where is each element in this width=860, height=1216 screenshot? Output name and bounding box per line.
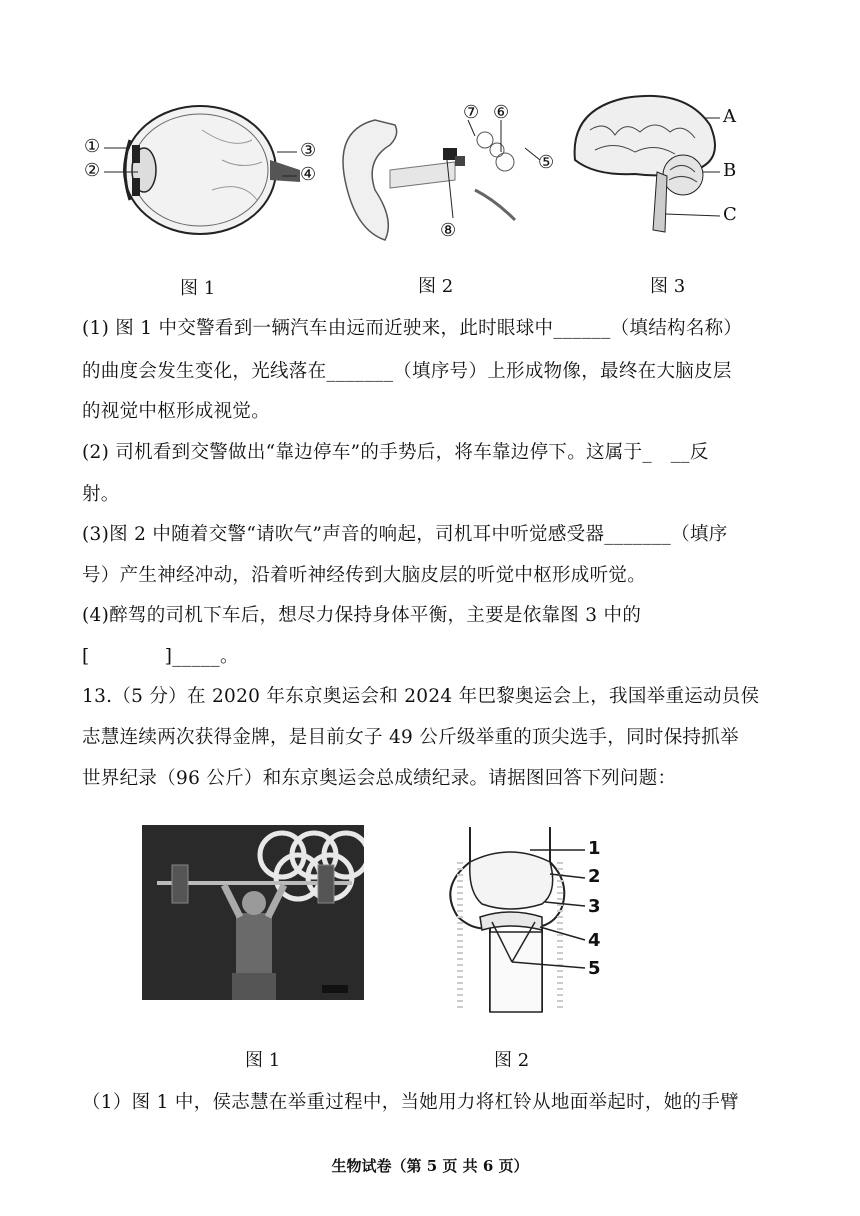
brain-marker-a: A bbox=[723, 106, 736, 127]
q12-line-9: [ ]_____。 bbox=[82, 646, 239, 667]
top-fig1-caption: 图 1 bbox=[180, 278, 216, 299]
knee-marker-1: 1 bbox=[588, 838, 601, 859]
q13-line-2: 志慧连续两次获得金牌，是目前女子 49 公斤级举重的顶尖选手，同时保持抓举 bbox=[82, 727, 739, 748]
q13-fig2-caption: 图 2 bbox=[494, 1050, 530, 1071]
q12-line-3: 的视觉中枢形成视觉。 bbox=[82, 401, 271, 422]
top-fig2-caption: 图 2 bbox=[418, 276, 454, 297]
brain-marker-c: C bbox=[723, 204, 737, 225]
knee-joint-diagram bbox=[430, 822, 630, 1022]
weightlifting-photo bbox=[142, 825, 364, 1000]
ear-diagram bbox=[335, 100, 565, 250]
eye-marker-1: ① bbox=[84, 136, 101, 157]
eye-marker-4: ④ bbox=[300, 164, 317, 185]
ear-marker-5: ⑤ bbox=[538, 152, 555, 173]
q12-line-7: 号）产生神经冲动，沿着听神经传到大脑皮层的听觉中枢形成听觉。 bbox=[82, 565, 647, 586]
q12-line-5: 射。 bbox=[82, 484, 120, 505]
q13-line-3: 世界纪录（96 公斤）和东京奥运会总成绩纪录。请据图回答下列问题： bbox=[82, 768, 677, 789]
q12-line-1: (1) 图 1 中交警看到一辆汽车由远而近驶来，此时眼球中______（填结构名称） bbox=[82, 318, 743, 339]
knee-marker-2: 2 bbox=[588, 866, 601, 887]
brain-diagram bbox=[565, 90, 765, 250]
ear-marker-6: ⑥ bbox=[493, 102, 510, 123]
top-fig3-caption: 图 3 bbox=[650, 276, 686, 297]
knee-marker-3: 3 bbox=[588, 896, 601, 917]
eye-marker-3: ③ bbox=[300, 140, 317, 161]
q12-line-8: (4)醉驾的司机下车后，想尽力保持身体平衡，主要是依靠图 3 中的 bbox=[82, 605, 642, 626]
ear-marker-7: ⑦ bbox=[463, 102, 480, 123]
eye-diagram bbox=[82, 100, 332, 260]
q12-line-2: 的曲度会发生变化，光线落在_______（填序号）上形成物像，最终在大脑皮层 bbox=[82, 361, 732, 382]
eye-marker-2: ② bbox=[84, 160, 101, 181]
page-footer: 生物试卷（第 5 页 共 6 页） bbox=[331, 1157, 529, 1175]
q12-line-6: (3)图 2 中随着交警“请吹气”声音的响起，司机耳中听觉感受器_______（填序 bbox=[82, 524, 728, 545]
q12-line-4: (2) 司机看到交警做出“靠边停车”的手势后，将车靠边停下。这属于_ __反 bbox=[82, 442, 709, 463]
q13-question-1: （1）图 1 中，侯志慧在举重过程中，当她用力将杠铃从地面举起时，她的手臂 bbox=[82, 1092, 739, 1113]
ear-marker-8: ⑧ bbox=[440, 220, 457, 241]
knee-marker-4: 4 bbox=[588, 930, 601, 951]
q13-line-1: 13.（5 分）在 2020 年东京奥运会和 2024 年巴黎奥运会上，我国举重运动员侯 bbox=[82, 686, 760, 707]
brain-marker-b: B bbox=[723, 160, 737, 181]
q13-fig1-caption: 图 1 bbox=[245, 1050, 281, 1071]
knee-marker-5: 5 bbox=[588, 958, 601, 979]
